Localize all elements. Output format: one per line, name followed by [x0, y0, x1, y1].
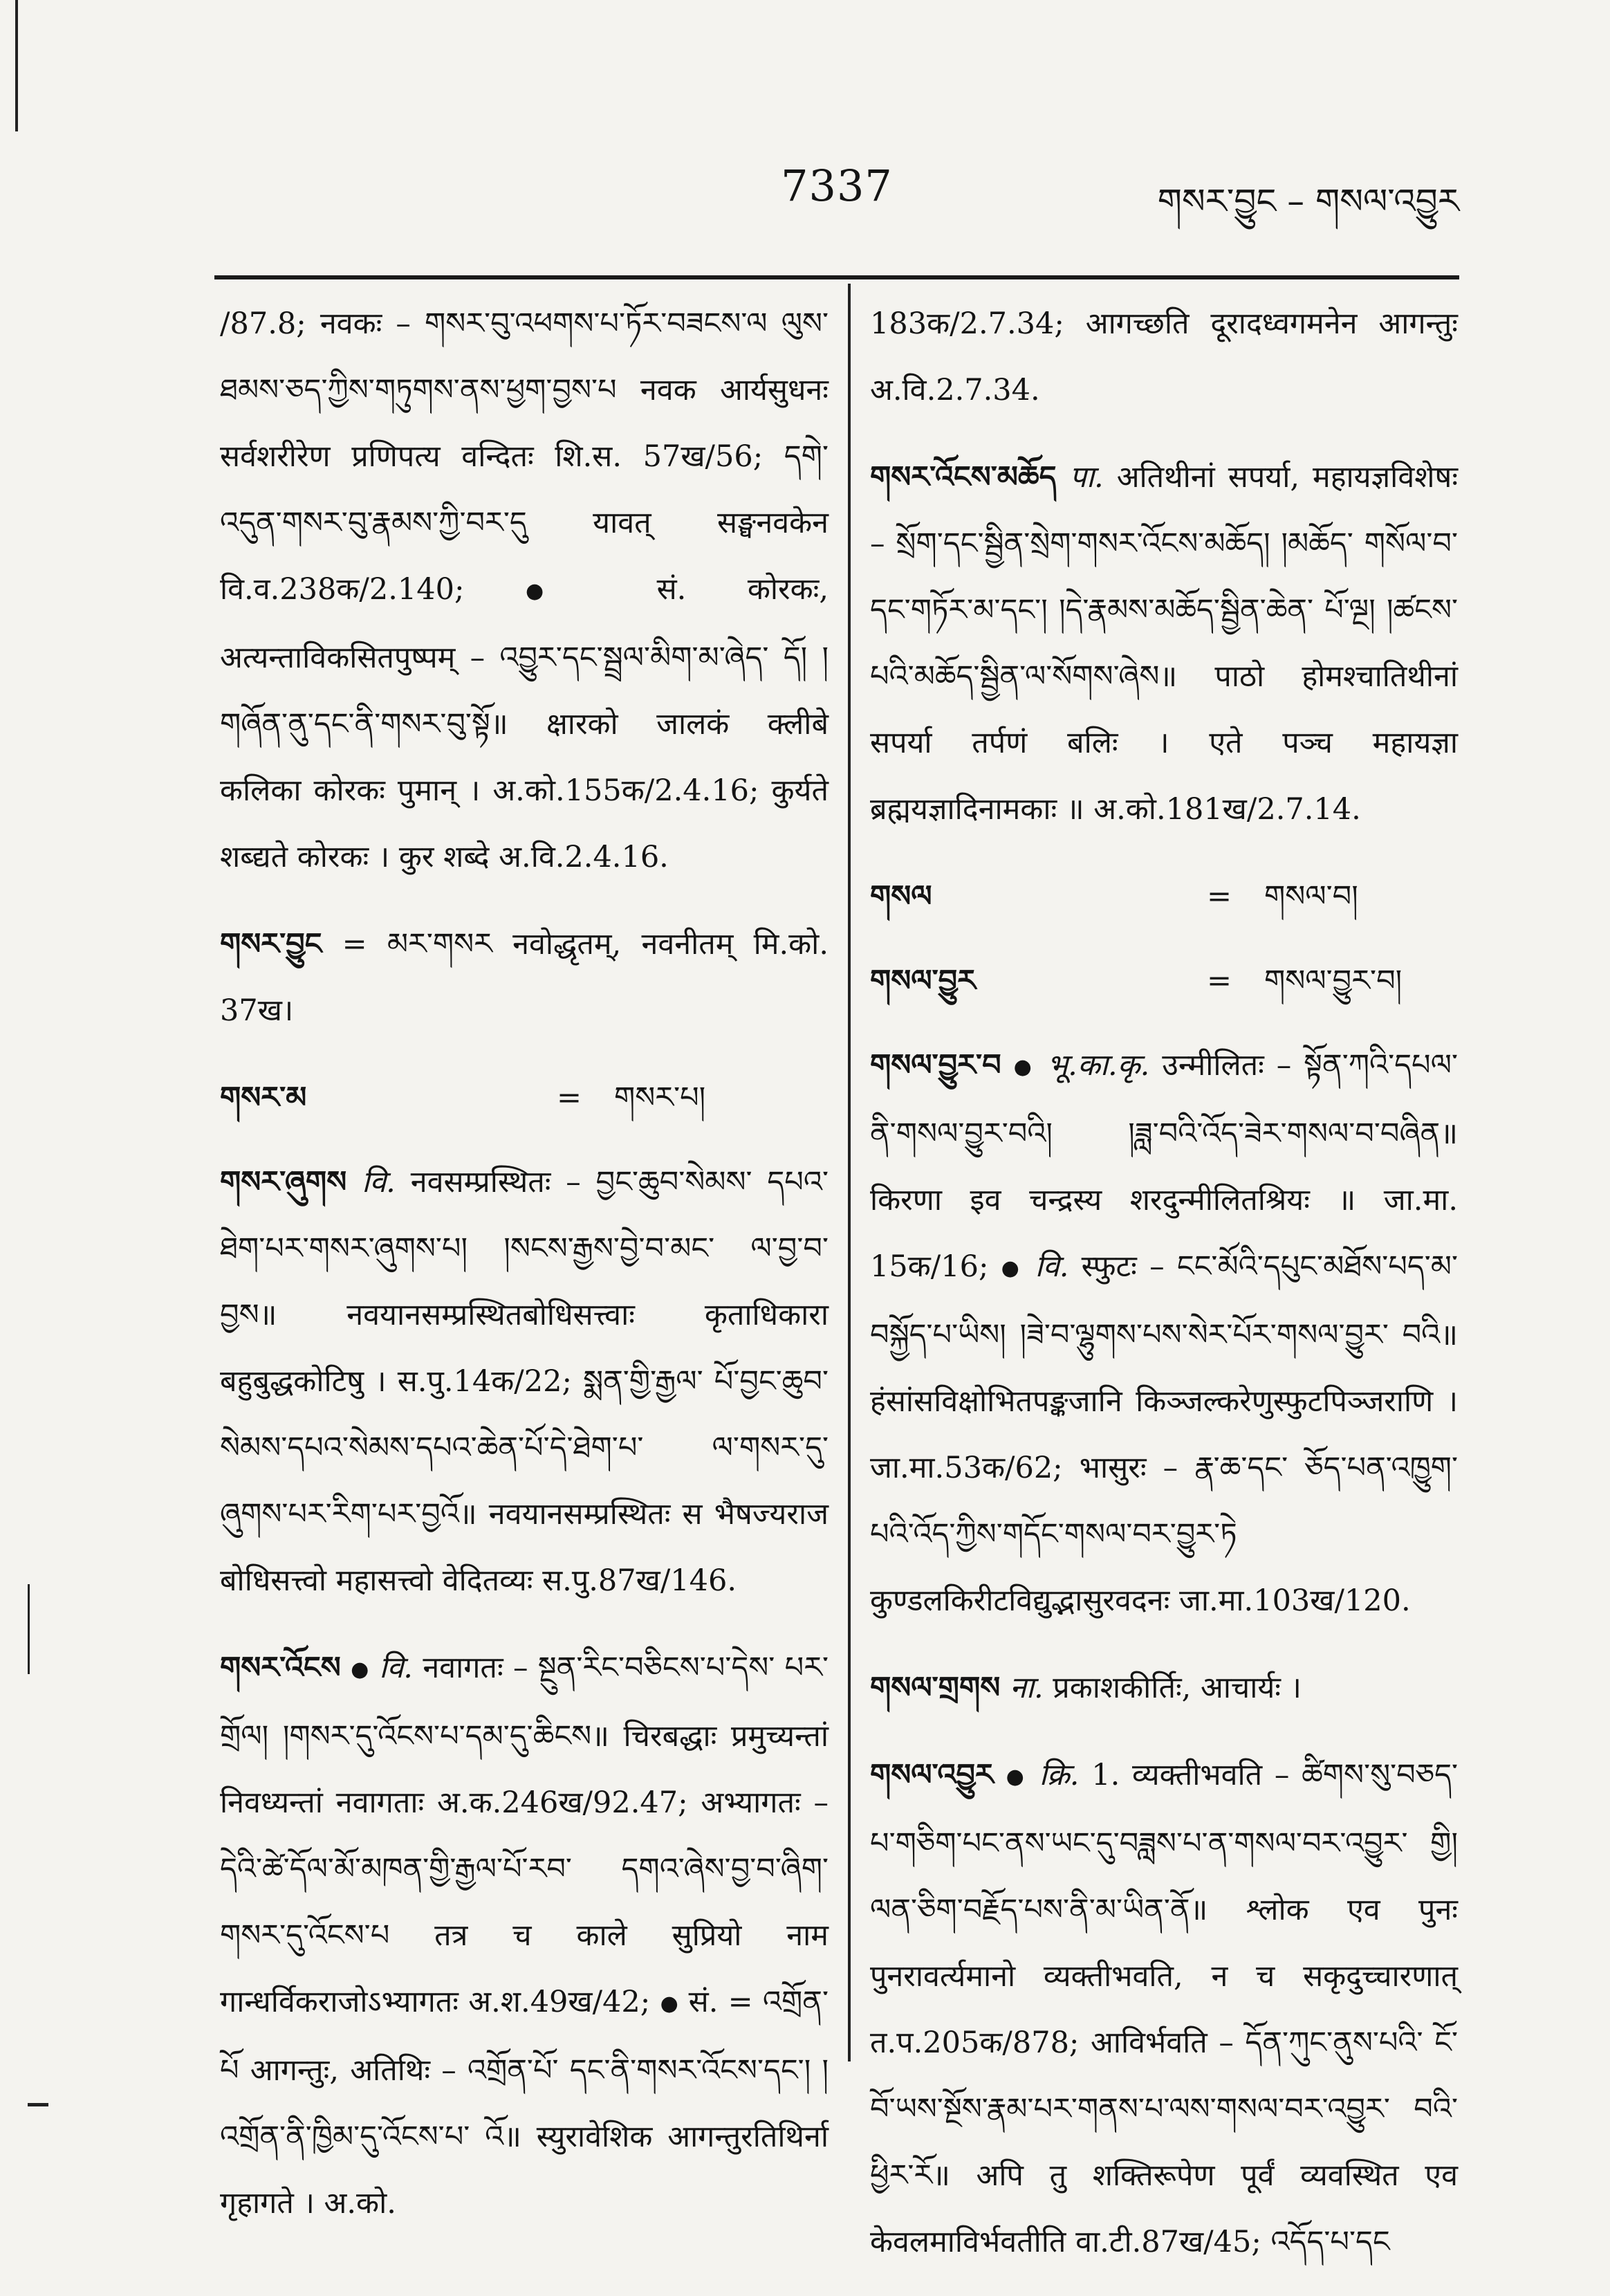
grammar-abbreviation: वि. — [362, 1165, 396, 1200]
grammar-abbreviation: ना. — [1009, 1671, 1044, 1705]
entry-text: प्रकाशकीर्तिः, आचार्यः । — [1053, 1671, 1302, 1705]
entry-continuation — [220, 291, 829, 890]
equals-sign: = — [1206, 879, 1232, 914]
bullet-icon: ● — [1013, 1055, 1035, 1079]
entry-gsar-ma — [220, 1065, 829, 1131]
bullet-icon: ● — [526, 579, 596, 603]
entry-text: सं. कोरकः, अत्यन्ताविकसितपुष्पम् – འབྱུར་དང་སྦྲལ་མིག་མ་ཞེད་ དོ། །གཞོན་ནུ་དང་ནི་གསར་བུ་སྟོ॥ क्षारको जालकं क्लीबे कलिका कोरकः पुमान् । अ.को.155क/2.4.16; कुर्यते शब्द्यते कोरकः । कुर शब्दे अ.वि.2.4.16. — [220, 572, 829, 874]
entry-text: स्फुटः – ངང་མོའི་དཔུང་མཐོས་པད་མ་ བསྐྱོད་པ་ཡིས། །ཟེ་བ་ལྷུགས་པས་སེར་པོར་གསལ་བྱུར་ བའི॥ हंसांसविक्षोभितपङ्कजानि किञ्जल्करेणुस्फुटपिञ्जराणि । जा.मा.53क/62; भासुरः – རྣ་ཆ་དང་ ཅོད་པན་འཁྱུག་པའི་འོད་ཀྱིས་གདོང་གསལ་བར་བྱུར་ཏེ कुण्डलकिरीटविद्युद्भासुरवदनः जा.मा.103ख/120. — [870, 1249, 1458, 1618]
entry-text: उन्मीलितः – སྟོན་ཀའི་དཔལ་ ནི་གསལ་བྱུར་བའི། །ཟླ་བའི་འོད་ཟེར་གསལ་བ་བཞིན॥ किरणा इव चन्द्रस्य शरदुन्मीलितश्रियः ॥ जा.मा. 15क/16; — [870, 1048, 1458, 1284]
right-column — [870, 291, 1458, 2296]
entry-continuation — [870, 291, 1458, 423]
entry-headword: གསལ་འབྱུར — [870, 1758, 994, 1792]
cross-reference: གསལ་བ། — [1264, 879, 1358, 914]
entry-gsal-byur-verb — [870, 1742, 1458, 2275]
entry-headword: གསལ་བྱུར་བ — [870, 1048, 1001, 1083]
scan-margin-line — [28, 1584, 30, 1674]
cross-reference: གསར་པ། — [614, 1081, 706, 1115]
equals-sign: = — [1206, 964, 1232, 998]
column-divider — [848, 284, 851, 2061]
entry-gsal — [870, 863, 1458, 930]
scan-margin-line — [15, 0, 18, 131]
header-rule — [214, 275, 1459, 279]
equals-sign: = — [556, 1081, 582, 1115]
bullet-icon: ● — [1001, 1256, 1023, 1280]
entry-text: = མར་གསར नवोद्धृतम्, नवनीतम् मि.को. 37ख। — [220, 927, 829, 1028]
running-head: གསར་བྱུང – གསལ་འབྱུར — [1157, 181, 1459, 221]
entry-gsal-byur — [870, 948, 1458, 1014]
scan-margin-mark — [28, 2103, 48, 2106]
bullet-icon: ● — [351, 1657, 369, 1682]
entry-headword: གསལ་བྱུར — [870, 964, 977, 998]
grammar-abbreviation: वि. — [1035, 1249, 1069, 1284]
grammar-abbreviation: वि. — [379, 1651, 413, 1685]
entry-gsal-grags — [870, 1655, 1458, 1721]
grammar-abbreviation: क्रि. — [1039, 1758, 1080, 1792]
entry-headword: གསར་བྱུང — [220, 927, 322, 962]
entry-gsal-byur-ba — [870, 1032, 1458, 1634]
entry-headword: གསར་འོངས — [220, 1651, 341, 1685]
entry-headword: གསར་ཞུགས — [220, 1165, 347, 1200]
entry-gsar-zhugs — [220, 1149, 829, 1614]
entry-gsar-ongs-mchod — [870, 444, 1458, 843]
entry-text: नवागतः – སྔུན་རིང་བཅིངས་པ་དེས་ པར་གྲོལ། །གསར་དུ་འོངས་པ་དམ་དུ་ཆིངས॥ चिरबद्धाः प्रमुच्यन्तां निवध्यन्तां नवागताः अ.क.246ख/92.47; अभ्यागतः – དེའི་ཚེ་དོལ་མོ་མཁན་གྱི་རྒྱལ་པོ་རབ་ དགའ་ཞེས་བྱ་བ་ཞིག་གསར་དུ་འོངས་པ तत्र च काले सुप्रियो नाम गान्धर्विकराजोऽभ्यागतः अ.श.49ख/42; — [220, 1651, 829, 2019]
left-column — [220, 291, 829, 2257]
cross-reference: གསལ་བྱུར་བ། — [1264, 964, 1403, 998]
grammar-abbreviation: भू.का.कृ. — [1046, 1048, 1150, 1083]
page-number: 7337 — [781, 160, 893, 211]
entry-text: 1. व्यक्तीभवति – ཚིགས་སུ་བཅད་ པ་གཅིག་པང་ནས་ཡང་དུ་བཟླས་པ་ན་གསལ་བར་འབྱུར་ གྱི། ལན་ཅིག་བརྗོད་པས་ནི་མ་ཡིན་ནོ॥ श्लोक एव पुनः पुनरावर्त्यमानो व्यक्तीभवति, न च सकृदुच्चारणात् त.प.205क/878; आविर्भवति – དོན་ཀུང་ནུས་པའི་ ངོ་བོ་ཡས་སྔོས་རྣམ་པར་གནས་པ་ལས་གསལ་བར་འབྱུར་ བའི་ཕྱིར་རོ॥ अपि तु शक्तिरूपेण पूर्वं व्यवस्थित एव केवलमाविर्भवतीति वा.टी.87ख/45; འདོད་པ་དང — [870, 1758, 1459, 2259]
bullet-icon: ● — [1006, 1765, 1027, 1789]
entry-text: सं. = འགྲོན་པོ आगन्तुः, अतिथिः – འགྲོན་པོ་ དང་ནི་གསར་འོངས་དང་། །འགྲོན་ནི་ཁྱིམ་དུ་འོངས་པ་ འོ॥ स्युरावेशिक आगन्तुरतिथिर्ना गृहागते । अ.को. — [220, 1985, 829, 2221]
entry-headword: གསར་མ — [220, 1081, 307, 1115]
entry-text: 183क/2.7.34; आगच्छति दूरादध्वगमनेन आगन्तुः अ.वि.2.7.34. — [870, 306, 1458, 407]
grammar-abbreviation: पा. — [1069, 460, 1104, 495]
entry-gsar-ongs — [220, 1635, 829, 2237]
entry-headword: གསལ་གྲགས — [870, 1671, 1001, 1705]
entry-text: अतिथीनां सपर्या, महायज्ञविशेषः – སྲོག་དང་སྦྱིན་སྲེག་གསར་འོངས་མཆོད། །མཆོད་ གསོལ་བ་དང་གཏོར་མ་དང་། །དེ་རྣམས་མཆོད་སྦྱིན་ཆེན་ པོ་ལྔ། །ཚངས་པའི་མཆོད་སྦྱིན་ལ་སོགས་ཞེས॥ पाठो होमश्चातिथीनां सपर्या तर्पणं बलिः । एते पञ्च महायज्ञा ब्रह्मयज्ञादिनामकाः ॥ अ.को.181ख/2.7.14. — [870, 460, 1459, 827]
entry-headword: གསར་འོངས་མཆོད — [870, 460, 1057, 495]
bullet-icon: ● — [660, 1992, 679, 2016]
entry-gsar-byung — [220, 911, 829, 1044]
entry-headword: གསལ — [870, 879, 932, 914]
entry-text: /87.8; नवकः – གསར་བུ་འཕགས་པ་ཏོར་བཟངས་ལ ལུས་ཐམས་ཅད་ཀྱིས་གཏུགས་ནས་ཕྱག་བྱས་པ नवक आर्यसुधनः सर्वशरीरेण प्रणिपत्य वन्दितः शि.स. 57ख/56; དགེ་འདུན་གསར་བུ་རྣམས་ཀྱི་བར་དུ यावत् सङ्घनवकेन वि.व.238क/2.140; — [220, 306, 829, 607]
entry-text: नवसम्प्रस्थितः – བྱང་ཆུབ་སེམས་ དཔའ་ཐེག་པར་གསར་ཞུགས་པ། །སངས་རྒྱས་བྱེ་བ་མང་ ལ་བྱ་བ་བྱས॥ नवयानसम्प्रस्थितबोधिसत्त्वाः कृताधिकारा बहुबुद्धकोटिषु । स.पु.14क/22; སྨན་གྱི་རྒྱལ་ པོ་བྱང་ཆུབ་སེམས་དཔའ་སེམས་དཔའ་ཆེན་པོ་དེ་ཐེག་པ་ ལ་གསར་དུ་ཞུགས་པར་རིག་པར་བྱའོ॥ नवयानसम्प्रस्थितः स भैषज्यराज बोधिसत्त्वो महासत्त्वो वेदितव्यः स.पु.87ख/146. — [220, 1165, 829, 1598]
